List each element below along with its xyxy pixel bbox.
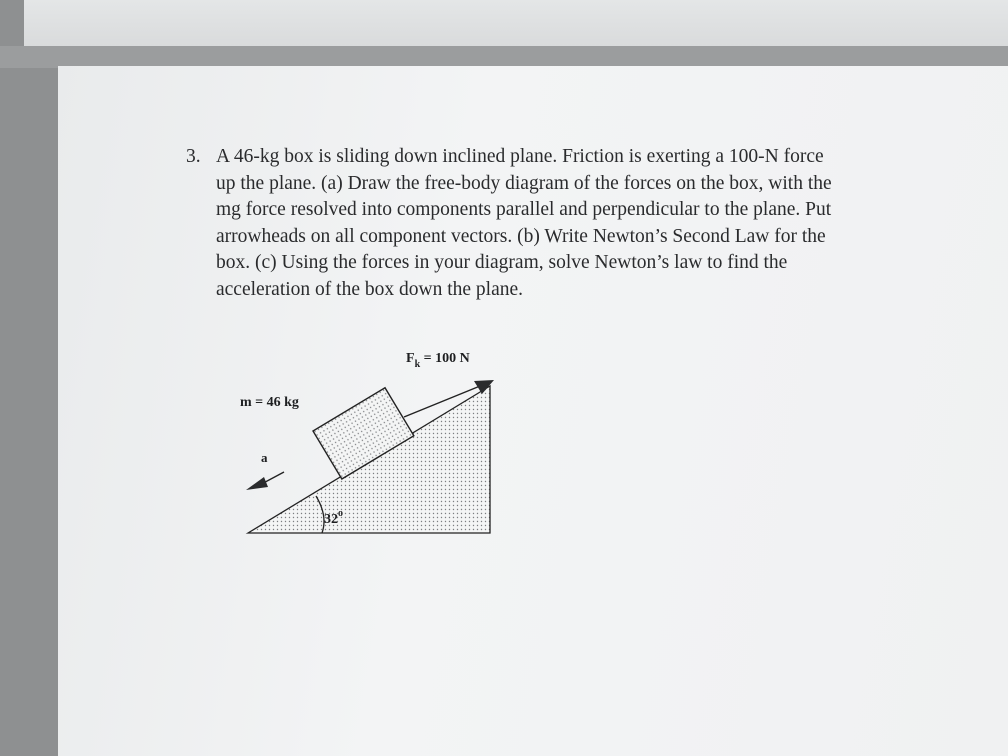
acceleration-label: a	[261, 450, 268, 465]
problem-line: box. (c) Using the forces in your diagram, solve Newton’s law to find the	[216, 252, 788, 273]
problem-text	[186, 144, 936, 303]
problem-line: up the plane. (a) Draw the free-body diagram of the forces on the box, with the	[216, 172, 832, 194]
problem-number: 3.	[186, 146, 201, 167]
friction-label: $F_k = 100$ N	[406, 351, 470, 370]
problem-body	[216, 144, 936, 303]
angle-label: 32$^o$	[324, 508, 343, 527]
problem-line: arrowheads on all component vectors. (b) Write Newton’s Second Law for the	[216, 225, 826, 247]
top-window-strip	[24, 0, 1008, 46]
problem-line: acceleration of the box down the plane.	[216, 278, 524, 300]
inclined-plane-diagram	[236, 340, 506, 540]
acceleration-arrow-head	[246, 477, 268, 490]
screen-bezel	[0, 46, 1008, 68]
problem-line: A 46-kg box is sliding down inclined plane. Friction is exerting a 100-N force	[216, 146, 824, 167]
problem-line: mg force resolved into components parallel and perpendicular to the plane. Put	[216, 199, 832, 220]
inclined-plane-figure	[236, 340, 506, 540]
mass-label: m = 46 kg	[240, 395, 299, 410]
